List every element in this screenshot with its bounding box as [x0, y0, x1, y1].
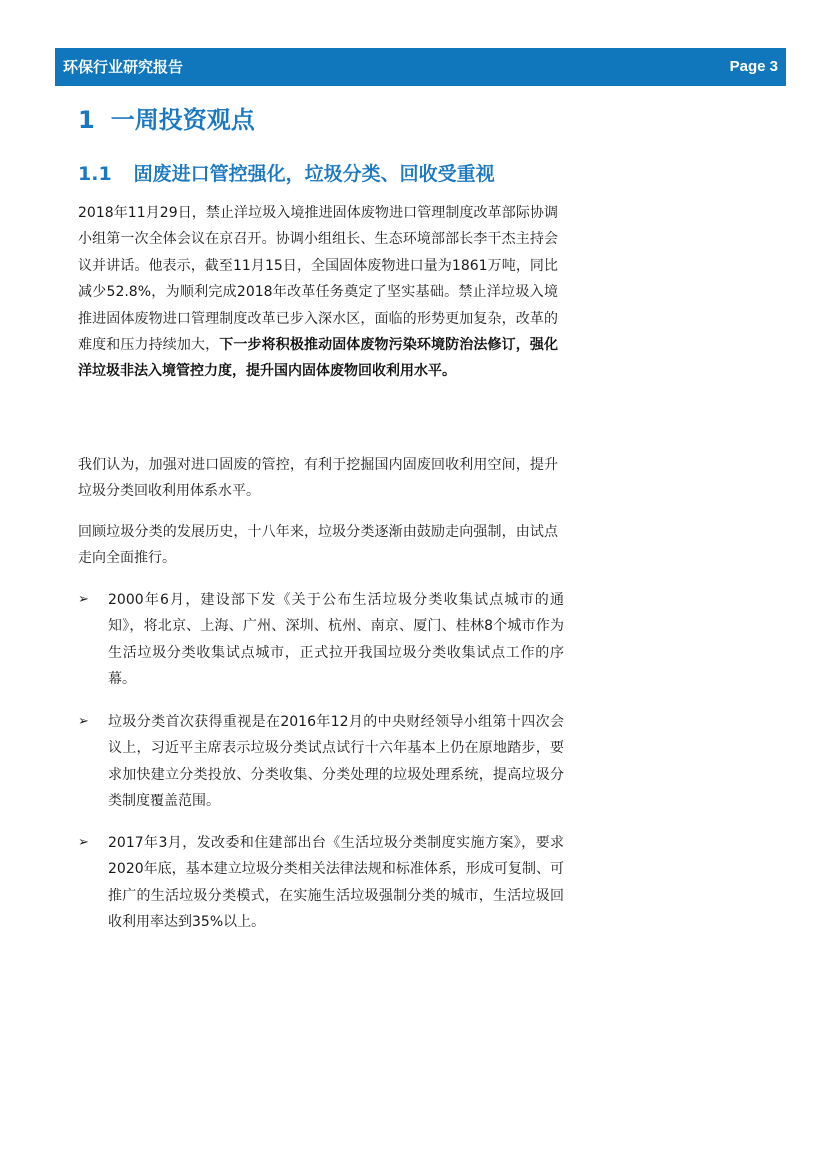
subsection-number: 1.1: [78, 163, 112, 185]
section-title: 一周投资观点: [110, 106, 255, 134]
report-title: 环保行业研究报告: [63, 58, 184, 76]
paragraph-history: 回顾垃圾分类的发展历史，十八年来，垃圾分类逐渐由鼓励走向强制，由试点走向全面推行。: [78, 524, 558, 567]
paragraph-emphasis: 下一步将积极推动固体废物污染环境防治法修订，强化洋垃圾非法入境管控力度，提升国内固体废物回收利用水平。: [78, 337, 559, 380]
subsection-heading-1-1: [78, 160, 495, 188]
bullet-text: 2000年6月，建设部下发《关于公布生活垃圾分类收集试点城市的通知》，将北京、上海、广州、深圳、杭州、南京、厦门、桂林8个城市作为生活垃圾分类收集试点城市，正式拉开我国垃圾分类收集试点工作的序幕。: [108, 592, 564, 688]
arrow-bullet-icon: ➢: [78, 592, 89, 607]
section-heading-1: [78, 104, 255, 136]
paragraph-opinion: 我们认为，加强对进口固废的管控，有利于挖掘国内固废回收利用空间，提升垃圾分类回收利用体系水平。: [78, 457, 558, 500]
paragraph-import-control: [78, 200, 558, 385]
bullet-item-2000: [78, 587, 564, 693]
bullet-item-2017: [78, 830, 564, 936]
report-header-bar: [55, 48, 786, 86]
page-number: Page 3: [729, 58, 778, 75]
subsection-title: 固废进口管控强化，垃圾分类、回收受重视: [133, 163, 495, 185]
bullet-text: 2017年3月，发改委和住建部出台《生活垃圾分类制度实施方案》，要求2020年底，基本建立垃圾分类相关法律法规和标准体系，形成可复制、可推广的生活垃圾分类模式，在实施生活垃圾强制分类的城市，生活垃圾回收利用率达到35%以上。: [108, 835, 564, 931]
section-number: 1: [78, 106, 95, 134]
paragraph-text: 2018年11月29日，禁止洋垃圾入境推进固体废物进口管理制度改革部际协调小组第一次全体会议在京召开。协调小组组长、生态环境部部长李干杰主持会议并讲话。他表示，截至11月15日，全国固体废物进口量为1861万吨，同比减少52.8%，为顺利完成2018年改革任务奠定了坚实基础。禁止洋垃圾入境推进固体废物进口管理制度改革已步入深水区，面临的形势更加复杂，改革的难度和压力持续加大，: [78, 205, 558, 354]
arrow-bullet-icon: ➢: [78, 714, 89, 729]
bullet-item-2016: [78, 709, 564, 815]
bullet-text: 垃圾分类首次获得重视是在2016年12月的中央财经领导小组第十四次会议上，习近平主席表示垃圾分类试点试行十六年基本上仍在原地踏步，要求加快建立分类投放、分类收集、分类处理的垃圾处理系统，提高垃圾分类制度覆盖范围。: [108, 714, 564, 810]
arrow-bullet-icon: ➢: [78, 835, 89, 850]
